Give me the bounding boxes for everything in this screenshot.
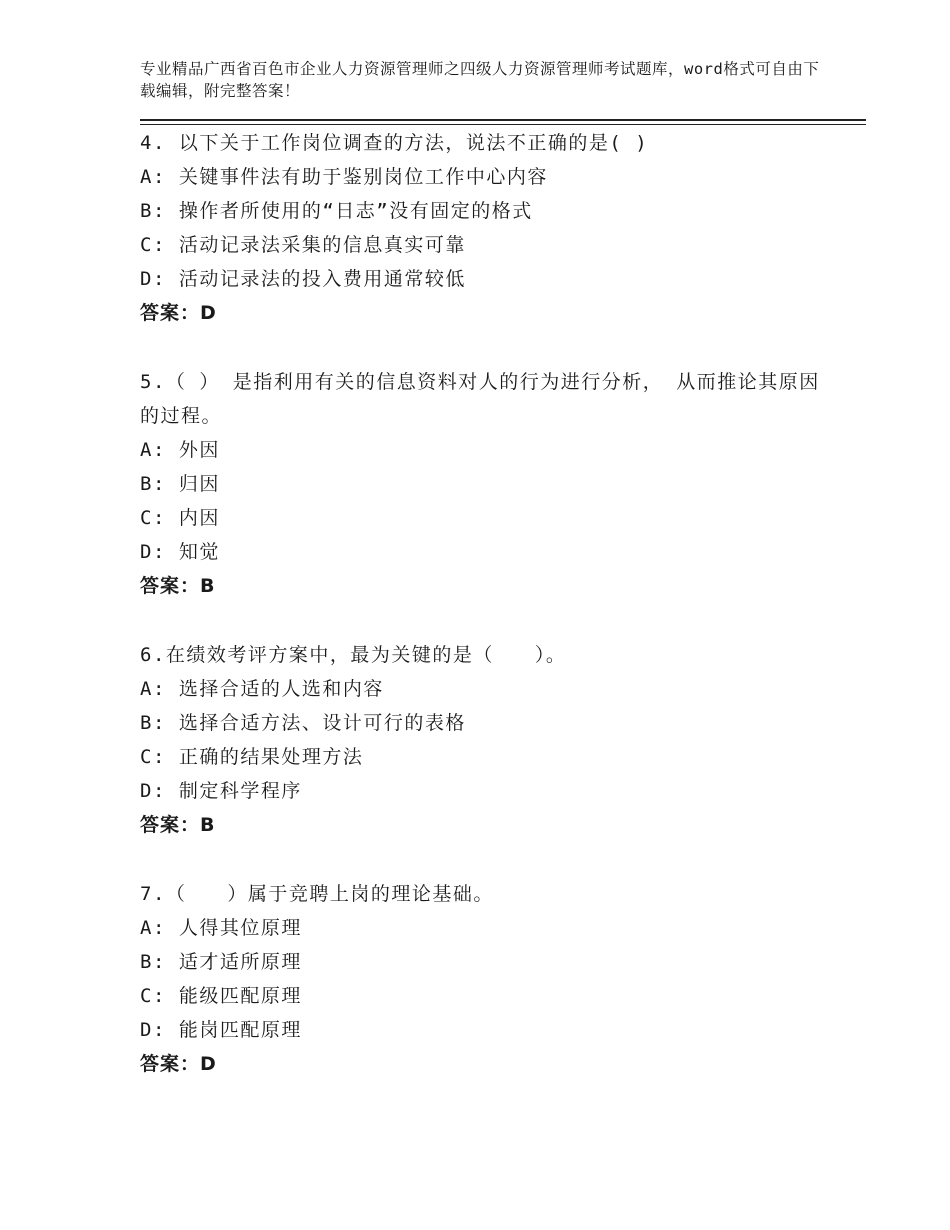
answer-label: 答案：D	[140, 302, 217, 324]
option-b: B: 适才适所原理	[140, 951, 302, 973]
option-a: A: 人得其位原理	[140, 917, 302, 939]
option-b: B: 归因	[140, 473, 220, 495]
option-c: C: 内因	[140, 507, 220, 529]
answer-label: 答案：B	[140, 814, 216, 836]
option-a: A: 关键事件法有助于鉴别岗位工作中心内容	[140, 166, 548, 188]
option-d: D: 知觉	[140, 541, 220, 563]
answer-label: 答案：D	[140, 1053, 217, 1075]
header-rule-thick	[140, 119, 866, 121]
option-c: C: 正确的结果处理方法	[140, 746, 364, 768]
question-5	[140, 365, 840, 603]
question-stem: 5.（ ） 是指利用有关的信息资料对人的行为进行分析， 从而推论其原因的过程。	[140, 371, 820, 427]
option-b: B: 操作者所使用的“日志”没有固定的格式	[140, 200, 533, 222]
option-a: A: 选择合适的人选和内容	[140, 678, 384, 700]
option-d: D: 活动记录法的投入费用通常较低	[140, 268, 466, 290]
option-c: C: 活动记录法采集的信息真实可靠	[140, 234, 466, 256]
question-4	[140, 126, 840, 330]
question-6	[140, 638, 840, 842]
question-stem: 4. 以下关于工作岗位调查的方法，说法不正确的是( )	[140, 132, 649, 154]
option-d: D: 制定科学程序	[140, 780, 302, 802]
header-rule-thin	[140, 124, 866, 125]
question-7	[140, 877, 840, 1081]
option-c: C: 能级匹配原理	[140, 985, 302, 1007]
document-header: 专业精品广西省百色市企业人力资源管理师之四级人力资源管理师考试题库，word格式可自由下载编辑，附完整答案！	[140, 60, 820, 100]
answer-label: 答案：B	[140, 575, 216, 597]
question-stem: 7.（ ）属于竞聘上岗的理论基础。	[140, 883, 494, 905]
option-b: B: 选择合适方法、设计可行的表格	[140, 712, 466, 734]
option-a: A: 外因	[140, 439, 220, 461]
option-d: D: 能岗匹配原理	[140, 1019, 302, 1041]
question-stem: 6.在绩效考评方案中，最为关键的是（ ）。	[140, 644, 567, 666]
